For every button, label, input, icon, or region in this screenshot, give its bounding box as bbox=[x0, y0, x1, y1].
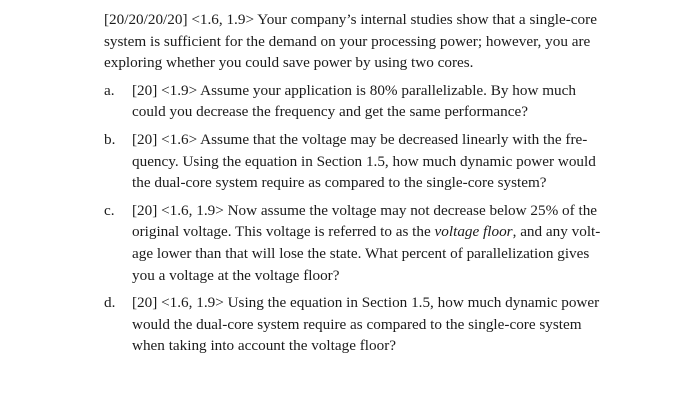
subquestion-d bbox=[104, 292, 660, 357]
intro-line: exploring whether you could save power by using two cores. bbox=[104, 54, 474, 72]
subquestion-line: could you decrease the frequency and get the same performance? bbox=[132, 103, 528, 121]
subquestion-a bbox=[104, 80, 660, 123]
subquestion-label: c. bbox=[104, 201, 115, 219]
intro-line: system is sufficient for the demand on your processing power; however, you are bbox=[104, 32, 591, 50]
intro-line: [20/20/20/20] <1.6, 1.9> Your company’s internal studies show that a single-core bbox=[104, 11, 597, 28]
subquestion-c bbox=[104, 200, 660, 286]
subquestion-line: [20] <1.6> Assume that the voltage may be decreased linearly with the fre- bbox=[132, 130, 588, 148]
subquestion-label: d. bbox=[104, 294, 116, 312]
subquestion-line: age lower than that will lose the state. What percent of parallelization gives bbox=[132, 244, 590, 262]
subquestion-line: [20] <1.9> Assume your application is 80% parallelizable. By how much bbox=[132, 81, 576, 99]
line-text: , and any volt- bbox=[512, 223, 601, 241]
term-voltage-floor: voltage floor bbox=[434, 223, 513, 241]
subquestion-label: b. bbox=[104, 130, 116, 148]
subquestion-b bbox=[104, 129, 660, 194]
subquestion-line: would the dual-core system require as compared to the single-core system bbox=[132, 315, 582, 333]
subquestion-line: [20] <1.6, 1.9> Using the equation in Section 1.5, how much dynamic power bbox=[132, 294, 600, 312]
subquestion-line: when taking into account the voltage floor? bbox=[132, 337, 397, 355]
subquestion-line: [20] <1.6, 1.9> Now assume the voltage may not decrease below 25% of the bbox=[132, 201, 598, 219]
subquestion-line: the dual-core system require as compared to the single-core system? bbox=[132, 174, 547, 192]
subquestion-line bbox=[132, 221, 660, 243]
line-text: original voltage. This voltage is referred to as the bbox=[132, 223, 435, 241]
subquestion-line: quency. Using the equation in Section 1.5, how much dynamic power would bbox=[132, 152, 596, 170]
subquestion-line: you a voltage at the voltage floor? bbox=[132, 266, 340, 284]
problem-intro bbox=[104, 9, 660, 74]
subquestion-label: a. bbox=[104, 81, 115, 99]
